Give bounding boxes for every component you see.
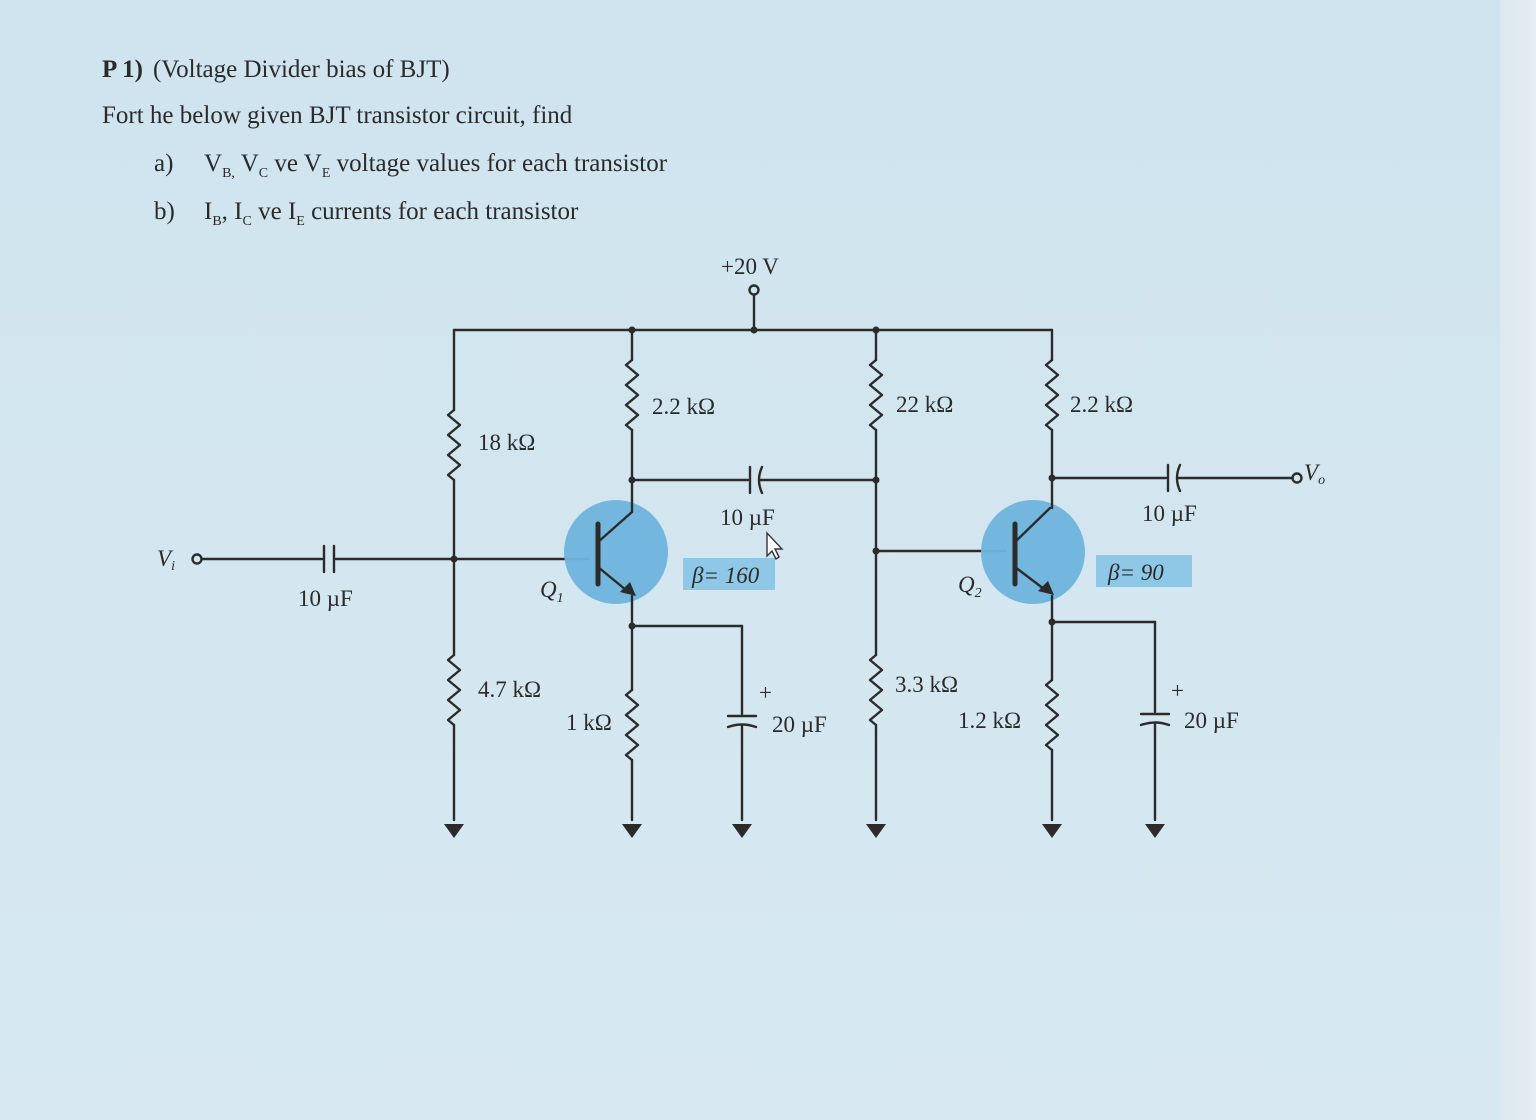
resistor-re-stage1: [626, 690, 638, 760]
capacitor-cin-stage1: [324, 546, 334, 572]
resistor-re-stage2: [1046, 680, 1058, 750]
cout-label-stage2: 10 µF: [1142, 501, 1197, 526]
re-label-stage1: 1 kΩ: [566, 710, 612, 735]
cin-label-stage1: 10 µF: [298, 586, 353, 611]
cbypass-label-stage1: 20 µF: [772, 712, 827, 737]
transistor-q2: [981, 500, 1085, 604]
input-terminal: [193, 555, 202, 564]
problem-number: P 1): [102, 56, 143, 83]
resistor-rc-stage2: [1046, 360, 1058, 430]
r1-label-stage1: 18 kΩ: [478, 430, 536, 455]
cbypass-polarity-stage1: +: [759, 680, 772, 705]
supply-label: +20 V: [721, 254, 779, 279]
rc-label-stage2: 2.2 kΩ: [1070, 392, 1134, 417]
re-label-stage2: 1.2 kΩ: [958, 708, 1022, 733]
cbypass-label-stage2: 20 µF: [1184, 708, 1239, 733]
question-a-text: $V_{B,}$ $V_C$ ve $V_E$ voltage values for each transistor: [204, 150, 668, 181]
beta-label-q2: β= 90: [1108, 560, 1164, 585]
output-label: Vo: [1304, 460, 1326, 488]
resistor-r2-stage1: [448, 655, 460, 725]
r2-label-stage1: 4.7 kΩ: [478, 677, 542, 702]
input-label: Vi: [157, 546, 175, 574]
transistor-q1: [564, 500, 668, 604]
rc-label-stage1: 2.2 kΩ: [652, 394, 716, 419]
r2-label-stage2: 3.3 kΩ: [895, 672, 959, 697]
ccouple-label-stage1: 10 µF: [720, 505, 775, 530]
problem-intro: Fort he below given BJT transistor circuit, find: [102, 102, 573, 129]
problem-title-text: (Voltage Divider bias of BJT): [152, 56, 450, 83]
resistor-r1-stage1: [448, 410, 460, 480]
ground-symbols: [444, 824, 1165, 838]
mouse-cursor-icon: [767, 533, 782, 559]
question-b-label: b): [154, 198, 175, 225]
output-terminal: [1293, 474, 1302, 483]
question-b-text: $I_B$, $I_C$ ve $I_E$ currents for each transistor: [204, 198, 579, 229]
r1-label-stage2: 22 kΩ: [896, 392, 954, 417]
resistor-r1-stage2: [870, 360, 882, 430]
question-a-label: a): [154, 150, 174, 177]
resistor-r2-stage2: [870, 655, 882, 725]
supply-terminal: [750, 286, 759, 331]
cbypass-polarity-stage2: +: [1171, 678, 1184, 703]
q2-label: $Q_2$: [958, 572, 982, 601]
beta-label-q1: β= 160: [692, 563, 760, 588]
resistor-rc-stage1: [626, 360, 638, 430]
q1-label: $Q_1$: [540, 577, 564, 606]
